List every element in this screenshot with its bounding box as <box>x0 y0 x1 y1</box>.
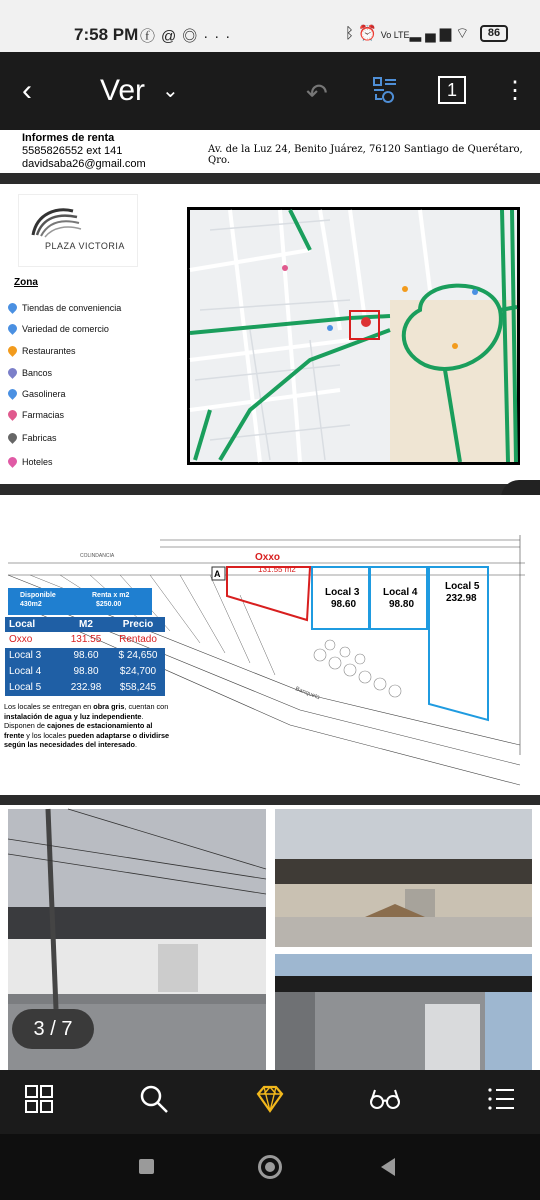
facebook-icon: ⓕ <box>140 28 162 45</box>
instagram-icon: ◎ <box>182 28 204 45</box>
table-row <box>5 664 165 680</box>
grid-icon[interactable] <box>22 1084 56 1118</box>
plaza-logo <box>18 194 138 267</box>
wifi-icon: ⌔ <box>455 25 474 42</box>
status-time: 7:58 PM <box>74 25 139 44</box>
poi-label: Fabricas <box>22 433 57 443</box>
cell-local: Local 5 <box>9 682 42 693</box>
note-fragment: , cuentan con <box>124 702 169 711</box>
table-row <box>5 648 165 664</box>
map-pin-icon <box>6 322 19 335</box>
bottom-toolbar <box>0 1070 540 1134</box>
contact-block <box>22 132 146 171</box>
delivery-note <box>4 702 174 750</box>
svg-text:A: A <box>214 569 221 579</box>
cell-precio: $58,245 <box>119 682 157 693</box>
local-4-label: Local 4 <box>383 587 418 598</box>
cell-local: Local 3 <box>9 650 42 661</box>
poi-legend-item <box>8 303 121 313</box>
local-5-label: Local 5 <box>445 581 480 592</box>
poi-label: Farmacias <box>22 410 65 420</box>
map-graphic <box>190 210 517 462</box>
map-pin-icon <box>6 301 19 314</box>
note-fragment: pueden adaptarse o dividirse según las necesidades del interesado <box>4 730 170 750</box>
signal-icon: ▂▄▆ <box>409 25 456 42</box>
note-fragment: . <box>135 740 138 750</box>
page-indicator: 3 / 7 <box>12 1009 94 1049</box>
cell-m2: 98.80 <box>73 666 99 677</box>
plan-header-label: COLINDANCIA <box>80 553 115 559</box>
header-precio: Precio <box>122 619 154 630</box>
zona-heading: Zona <box>14 277 38 288</box>
poi-legend-item <box>8 433 57 443</box>
poi-label: Hoteles <box>22 457 53 467</box>
table-row <box>5 632 165 648</box>
local-3-area: 98.60 <box>331 599 357 610</box>
notification-icons <box>140 25 236 46</box>
availability-badge <box>8 588 152 615</box>
reading-glasses-icon[interactable] <box>368 1084 402 1118</box>
note-fragment: obra gris <box>93 702 125 711</box>
plaza-logo-mark <box>27 205 83 241</box>
more-vertical-icon[interactable]: ⋮ <box>503 77 527 104</box>
home-icon[interactable] <box>258 1155 282 1179</box>
local-4-area: 98.80 <box>389 599 415 610</box>
cell-precio: Rentado <box>119 634 157 645</box>
page-floor-plan <box>0 495 540 795</box>
threads-icon: @ <box>161 28 183 45</box>
contact-title: Informes de renta <box>22 132 115 144</box>
system-navigation-bar <box>0 1134 540 1200</box>
alarm-icon: ⏰ <box>358 25 381 42</box>
note-fragment: . Disponen de <box>4 711 144 731</box>
recent-apps-icon[interactable] <box>139 1159 154 1174</box>
oxxo-area: 131.55 m2 <box>258 565 296 574</box>
rent-label: Renta x m2 <box>92 592 130 599</box>
cell-precio: $24,700 <box>119 666 157 677</box>
bluetooth-icon: ᛒ <box>345 25 359 42</box>
premium-diamond-icon[interactable] <box>253 1084 287 1118</box>
local-5-area: 232.98 <box>446 593 477 604</box>
pricing-table-header <box>5 617 165 632</box>
cell-local: Oxxo <box>9 634 33 645</box>
photo-storefront <box>275 954 532 1070</box>
view-mode-title[interactable]: Ver <box>100 74 146 107</box>
header-local: Local <box>9 619 36 630</box>
note-fragment: instalación de agua y luz independiente <box>4 711 142 721</box>
contact-phone: 5585826552 ext 141 <box>22 145 123 157</box>
plaza-logo-text: PLAZA VICTORIA <box>45 241 125 251</box>
poi-legend-item <box>8 324 109 334</box>
cell-precio: $ 24,650 <box>118 650 158 661</box>
availability-label: Disponible <box>20 592 56 599</box>
note-fragment: y los locales <box>24 730 69 740</box>
map-pin-icon <box>6 387 19 400</box>
table-row <box>5 680 165 696</box>
battery-indicator: 86 <box>480 25 508 42</box>
poi-legend-item <box>8 368 52 378</box>
search-icon[interactable] <box>137 1084 171 1118</box>
note-fragment: Los locales se entregan en <box>4 702 94 711</box>
poi-label: Gasolinera <box>22 389 66 399</box>
map-pin-icon <box>6 344 19 357</box>
map-pin-icon <box>6 366 19 379</box>
rent-value: $250.00 <box>96 601 122 608</box>
chevron-down-icon[interactable]: ⌄ <box>162 80 179 102</box>
cell-m2: 98.60 <box>73 650 99 661</box>
poi-legend-item <box>8 346 76 356</box>
back-icon[interactable] <box>381 1158 395 1176</box>
volte-icon: Vo LTE <box>380 30 410 40</box>
cell-m2: 131.55 <box>70 634 102 645</box>
note-fragment: cajones de estacionamiento al frente <box>4 721 153 740</box>
document-viewport[interactable] <box>0 130 540 1070</box>
poi-label: Restaurantes <box>22 346 76 356</box>
more-dots-icon: ··· <box>203 28 237 45</box>
property-address: Av. de la Luz 24, Benito Juárez, 76120 Santiago de Querétaro, Qro. <box>208 144 523 166</box>
page-location <box>0 184 540 484</box>
poi-legend-item <box>8 410 64 420</box>
poi-legend-item <box>8 457 53 467</box>
page-2-bottom <box>0 130 540 173</box>
status-bar <box>0 0 540 52</box>
location-map <box>187 207 520 465</box>
oxxo-label: Oxxo <box>255 552 281 563</box>
poi-label: Bancos <box>22 368 53 378</box>
page-count-button[interactable]: 1 <box>438 76 466 104</box>
undo-icon[interactable]: ↶ <box>306 78 328 108</box>
contact-email: davidsaba26@gmail.com <box>22 158 146 170</box>
street-label: Banqueta <box>294 686 321 702</box>
map-pin-icon <box>6 455 19 468</box>
poi-label: Variedad de comercio <box>22 324 109 334</box>
map-pin-icon <box>6 408 19 421</box>
reflow-icon[interactable] <box>372 76 398 102</box>
back-arrow-icon[interactable]: ‹ <box>22 74 32 107</box>
photo-building-facade <box>275 809 532 947</box>
header-m2: M2 <box>79 619 93 630</box>
local-3-label: Local 3 <box>325 587 360 598</box>
system-status-icons <box>345 24 473 43</box>
viewer-toolbar <box>0 52 540 130</box>
poi-label: Tiendas de conveniencia <box>22 303 122 313</box>
availability-value: 430m2 <box>20 601 42 608</box>
pricing-table <box>5 617 165 696</box>
cell-local: Local 4 <box>9 666 42 677</box>
poi-legend-item <box>8 389 66 399</box>
cell-m2: 232.98 <box>70 682 102 693</box>
list-icon[interactable] <box>484 1084 518 1118</box>
map-pin-icon <box>6 431 19 444</box>
